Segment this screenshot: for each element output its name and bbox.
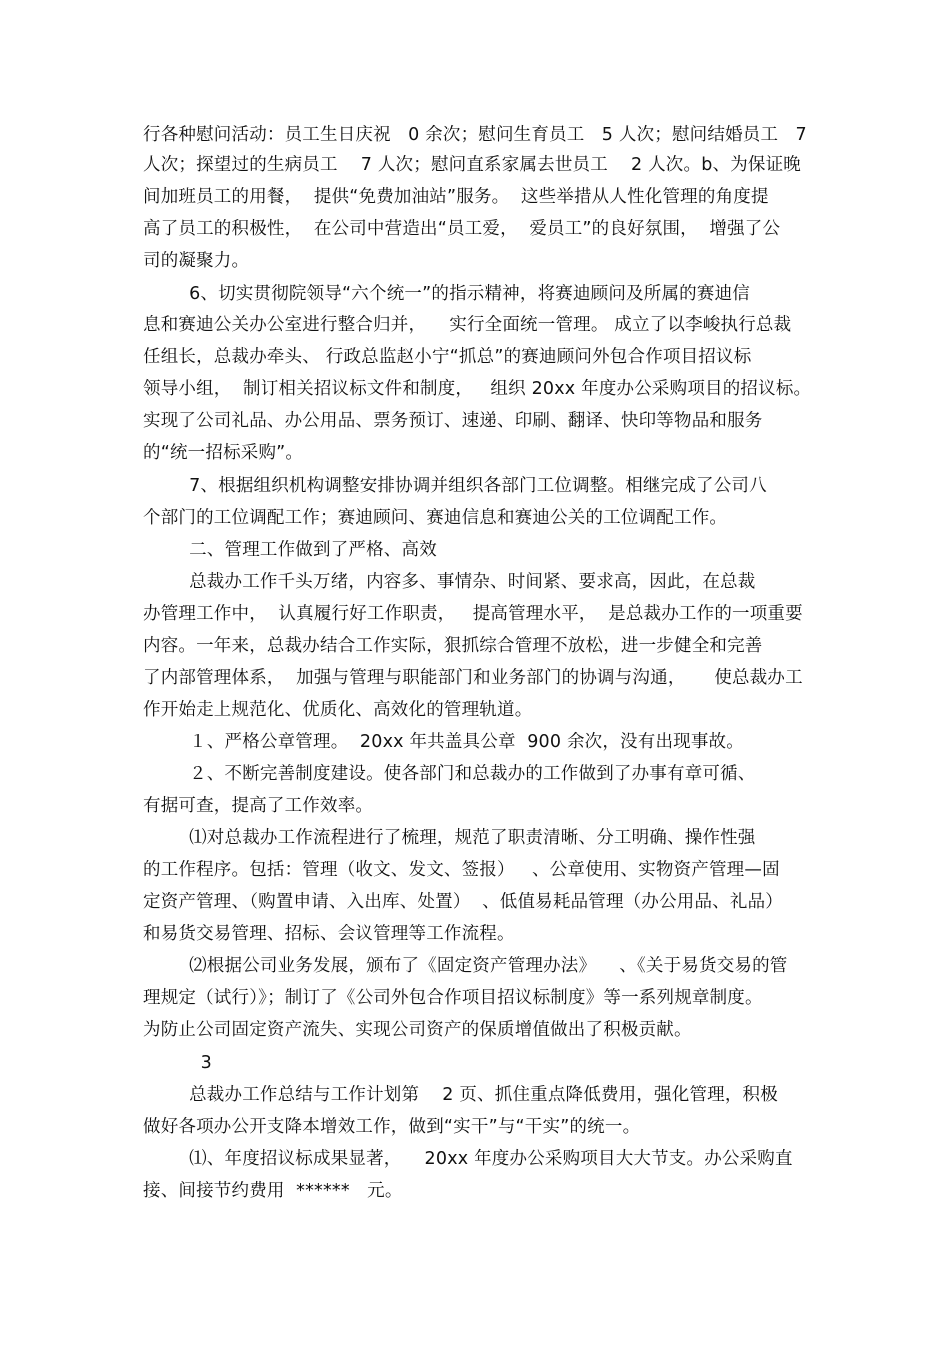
text-line: 息和赛迪公关办公室进行整合归并， 实行全面统一管理。 成立了以李峻执行总裁: [143, 315, 792, 335]
text-line: 7、根据组织机构调整安排协调并组织各部门工位调整。相继完成了公司八: [143, 476, 767, 496]
text-line: 司的凝聚力。: [143, 251, 250, 271]
text-line: 有据可查，提高了工作效率。: [143, 796, 374, 816]
text-line: 高了员工的积极性， 在公司中营造出“员工爱， 爱员工”的良好氛围， 增强了公: [143, 219, 781, 239]
text-line: 行各种慰问活动：员工生日庆祝 0 余次；慰问生育员工 5 人次；慰问结婚员工 7: [143, 125, 807, 145]
text-line: 二、管理工作做到了严格、高效: [143, 540, 437, 560]
text-line: 个部门的工位调配工作；赛迪顾问、赛迪信息和赛迪公关的工位调配工作。: [143, 508, 728, 528]
text-line: 了内部管理体系， 加强与管理与职能部门和业务部门的协调与沟通， 使总裁办工: [143, 668, 803, 688]
text-line: 总裁办工作千头万绪，内容多、事情杂、时间紧、要求高，因此，在总裁: [143, 572, 756, 592]
text-line: 内容。一年来，总裁办结合工作实际，狠抓综合管理不放松，进一步健全和完善: [143, 636, 763, 656]
text-line: 的工作程序。包括：管理（收文、发文、签报） 、公章使用、实物资产管理—固: [143, 860, 780, 880]
text-line: ⑴对总裁办工作流程进行了梳理，规范了职责清晰、分工明确、操作性强: [143, 828, 756, 848]
text-line: 接、间接节约费用 ****** 元。: [143, 1181, 403, 1201]
text-line: 6、切实贯彻院领导“六个统一”的指示精神，将赛迪顾问及所属的赛迪信: [143, 284, 750, 304]
text-line: 实现了公司礼品、办公用品、票务预订、速递、印刷、翻译、快印等物品和服务: [143, 411, 763, 431]
text-line: 任组长，总裁办牵头、 行政总监赵小宁“抓总”的赛迪顾问外包合作项目招议标: [143, 347, 752, 367]
text-line: ⑵根据公司业务发展，颁布了《固定资产管理办法》 、《关于易货交易的管: [143, 956, 788, 976]
text-line: ⑴、年度招议标成果显著， 20xx 年度办公采购项目大大节支。办公采购直: [143, 1149, 793, 1169]
text-line: 人次；探望过的生病员工 7 人次；慰问直系家属去世员工 2 人次。b、为保证晚: [143, 155, 802, 175]
text-line: 定资产管理、（购置申请、入出库、处置） 、低值易耗品管理（办公用品、礼品）: [143, 892, 783, 912]
text-line: １、严格公章管理。 20xx 年共盖具公章 900 余次，没有出现事故。: [143, 732, 744, 752]
text-line: 和易货交易管理、招标、会议管理等工作流程。: [143, 924, 515, 944]
text-line: ２、不断完善制度建设。使各部门和总裁办的工作做到了办事有章可循、: [143, 764, 756, 784]
text-line: 间加班员工的用餐， 提供“免费加油站”服务。 这些举措从人性化管理的角度提: [143, 187, 769, 207]
text-line: 的“统一招标采购”。: [143, 443, 304, 463]
text-line: 办管理工作中， 认真履行好工作职责， 提高管理水平， 是总裁办工作的一项重要: [143, 604, 803, 624]
text-line: 为防止公司固定资产流失、实现公司资产的保质增值做出了积极贡献。: [143, 1020, 692, 1040]
text-line: 作开始走上规范化、优质化、高效化的管理轨道。: [143, 700, 533, 720]
text-line: 领导小组， 制订相关招议标文件和制度， 组织 20xx 年度办公采购项目的招议标。: [143, 379, 812, 399]
text-line: 总裁办工作总结与工作计划第 2 页、抓住重点降低费用，强化管理，积极: [143, 1085, 778, 1105]
text-line: 理规定（试行）》；制订了《公司外包合作项目招议标制度》等一系列规章制度。: [143, 988, 763, 1008]
page-number: 3: [143, 1053, 212, 1073]
text-line: 做好各项办公开支降本增效工作，做到“实干”与“干实”的统一。: [143, 1117, 641, 1137]
